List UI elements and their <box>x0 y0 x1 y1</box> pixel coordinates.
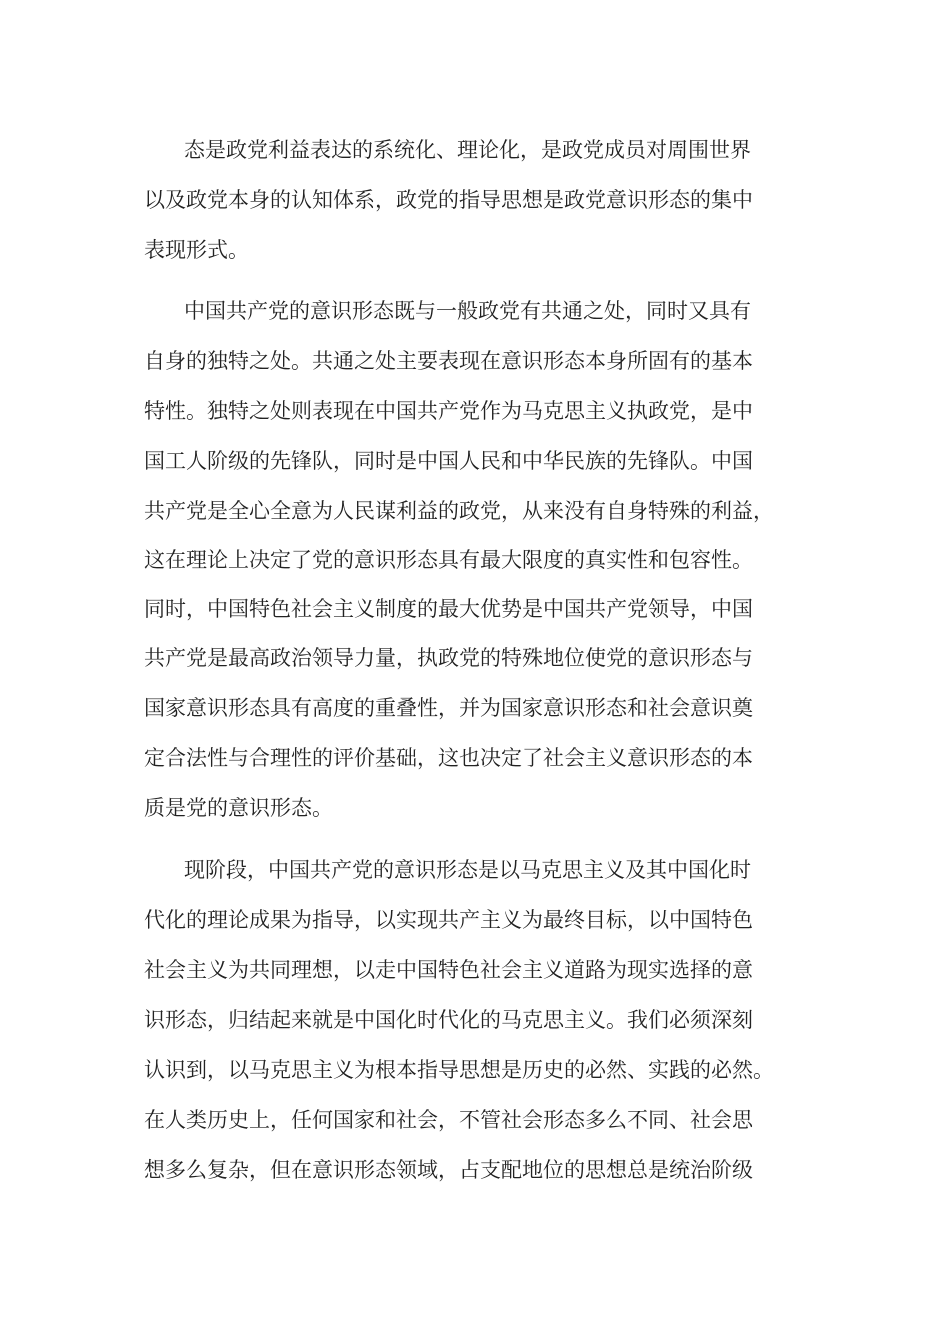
paragraph-2-line-10: 定合法性与合理性的评价基础，这也决定了社会主义意识形态的本 <box>144 746 753 770</box>
paragraph-3-line-1: 现阶段，中国共产党的意识形态是以马克思主义及其中国化时 <box>184 858 751 882</box>
paragraph-3-line-2: 代化的理论成果为指导，以实现共产主义为最终目标，以中国特色 <box>144 908 753 932</box>
paragraph-1-line-1: 态是政党利益表达的系统化、理论化，是政党成员对周围世界 <box>184 138 751 162</box>
paragraph-2-line-5: 共产党是全心全意为人民谋利益的政党，从来没有自身特殊的利益， <box>144 499 774 523</box>
paragraph-2-line-6: 这在理论上决定了党的意识形态具有最大限度的真实性和包容性。 <box>144 548 753 572</box>
paragraph-3-line-7: 想多么复杂，但在意识形态领域，占支配地位的思想总是统治阶级 <box>144 1158 753 1182</box>
paragraph-2-line-3: 特性。独特之处则表现在中国共产党作为马克思主义执政党，是中 <box>144 399 753 423</box>
paragraph-2-line-8: 共产党是最高政治领导力量，执政党的特殊地位使党的意识形态与 <box>144 646 753 670</box>
paragraph-2-line-9: 国家意识形态具有高度的重叠性，并为国家意识形态和社会意识奠 <box>144 696 753 720</box>
paragraph-1-line-3: 表现形式。 <box>144 238 249 262</box>
paragraph-2-line-4: 国工人阶级的先锋队，同时是中国人民和中华民族的先锋队。中国 <box>144 449 753 473</box>
paragraph-3-line-6: 在人类历史上，任何国家和社会，不管社会形态多么不同、社会思 <box>144 1108 753 1132</box>
paragraph-2-line-7: 同时，中国特色社会主义制度的最大优势是中国共产党领导，中国 <box>144 597 753 621</box>
paragraph-2-line-2: 自身的独特之处。共通之处主要表现在意识形态本身所固有的基本 <box>144 349 753 373</box>
paragraph-1-line-2: 以及政党本身的认知体系，政党的指导思想是政党意识形态的集中 <box>144 188 753 212</box>
paragraph-2-line-11: 质是党的意识形态。 <box>144 796 333 820</box>
paragraph-3-line-3: 社会主义为共同理想，以走中国特色社会主义道路为现实选择的意 <box>144 958 753 982</box>
paragraph-3-line-4: 识形态，归结起来就是中国化时代化的马克思主义。我们必须深刻 <box>144 1008 753 1032</box>
paragraph-3-line-5: 认识到，以马克思主义为根本指导思想是历史的必然、实践的必然。 <box>144 1058 774 1082</box>
paragraph-2-line-1: 中国共产党的意识形态既与一般政党有共通之处，同时又具有 <box>184 299 751 323</box>
